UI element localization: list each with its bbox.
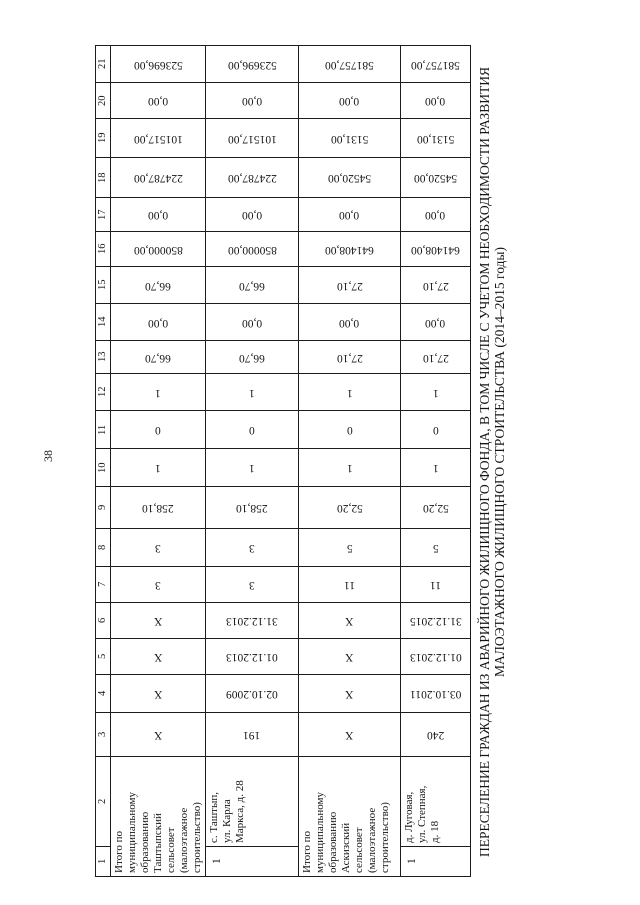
column-number-7-text: 7 — [97, 581, 108, 588]
row-4-col-21-cell — [401, 46, 471, 83]
row-3-col-5-cell-text: Х — [345, 651, 354, 663]
row-1-col-7-cell-text: 3 — [155, 579, 161, 591]
row-3-col-3-cell-text: Х — [345, 729, 354, 741]
row-4-col-18-cell — [401, 158, 471, 198]
row-3-col-14-cell — [299, 304, 401, 341]
row-4-col-20-cell — [401, 83, 471, 119]
column-number-6-text: 6 — [97, 617, 108, 624]
row-1-col-4-cell — [111, 675, 206, 713]
row-3-col-12-cell-text: 1 — [346, 386, 353, 399]
column-number-5-text: 5 — [97, 653, 108, 660]
row-1-col-8-cell-text: 3 — [155, 542, 161, 554]
row-3-col-20-cell — [299, 83, 401, 119]
row-4-col-5-cell — [401, 639, 471, 675]
row-1-col-19-cell-text: 101517,00 — [133, 132, 183, 145]
row-2-number-text: 1 — [211, 858, 223, 865]
row-3-col-13-cell-text: 27,10 — [336, 351, 363, 364]
row-1-col-18-cell — [111, 158, 206, 198]
row-2-col-3-cell-text: 191 — [243, 729, 261, 741]
row-1-col-9-cell-text: 258,10 — [142, 502, 174, 514]
column-number-5 — [96, 639, 111, 675]
row-3-col-9-cell-text: 52,20 — [336, 502, 363, 514]
column-number-16 — [96, 232, 111, 267]
column-number-20-text: 20 — [97, 95, 108, 106]
row-4-col-3-cell — [401, 713, 471, 757]
row-2-col-21-cell-text: 523696,00 — [227, 58, 277, 71]
row-4-col-16-cell-text: 641408,00 — [411, 243, 460, 256]
row-1-col-15-cell — [111, 267, 206, 304]
column-number-14-text: 14 — [97, 316, 108, 328]
row-2-col-6-cell — [206, 603, 299, 639]
row-2-col-6-cell-text: 31.12.2013 — [226, 615, 278, 627]
column-number-9-text: 9 — [97, 504, 108, 511]
row-3-col-11-cell — [299, 411, 401, 449]
column-number-9 — [96, 487, 111, 529]
row-2-col-4-cell-text: 02.10.2009 — [226, 688, 278, 700]
row-1-total-label — [111, 757, 206, 877]
row-4-col-12-cell-text: 1 — [432, 386, 439, 399]
row-2-col-20-cell-text: 0,00 — [241, 95, 263, 107]
column-number-11-text: 11 — [97, 424, 108, 435]
row-3-col-19-cell — [299, 119, 401, 158]
section-title-line-2: МАЛОЭТАЖНОГО ЖИЛИЩНОГО СТРОИТЕЛЬСТВА (2014–2015 годы) — [492, 247, 507, 678]
row-3-col-18-cell — [299, 158, 401, 198]
column-number-1 — [96, 847, 111, 877]
column-number-4 — [96, 675, 111, 713]
row-4-col-16-cell — [401, 232, 471, 267]
row-3-col-15-cell-text: 27,10 — [336, 279, 363, 292]
row-4-col-10-cell-text: 1 — [432, 462, 439, 474]
row-2-address-text: с. Таштып, ул. Карла Маркса, д. 28 — [208, 780, 246, 843]
column-number-8-text: 8 — [97, 544, 108, 551]
row-4-number-text: 1 — [406, 858, 418, 865]
row-1-col-12-cell — [111, 374, 206, 411]
column-number-12-text: 12 — [97, 386, 108, 398]
column-number-8 — [96, 529, 111, 567]
row-1-col-9-cell — [111, 487, 206, 529]
row-2-col-16-cell — [206, 232, 299, 267]
row-2-col-7-cell — [206, 567, 299, 603]
section-title — [477, 40, 509, 885]
row-3-col-4-cell — [299, 675, 401, 713]
row-3-col-7-cell — [299, 567, 401, 603]
row-4-col-17-cell — [401, 198, 471, 232]
row-4-col-13-cell-text: 27,10 — [422, 351, 449, 364]
row-2-address — [206, 757, 299, 847]
row-1-col-10-cell — [111, 449, 206, 487]
column-number-10 — [96, 449, 111, 487]
row-3-col-17-cell — [299, 198, 401, 232]
column-number-6 — [96, 603, 111, 639]
row-4-col-9-cell-text: 52,20 — [422, 502, 449, 514]
row-1-col-17-cell — [111, 198, 206, 232]
row-2-col-15-cell-text: 66,70 — [239, 279, 265, 292]
row-4-address-text: д. Луговая, ул. Степная, д. 18 — [403, 785, 441, 843]
row-1-col-11-cell — [111, 411, 206, 449]
row-1-col-13-cell — [111, 341, 206, 374]
column-number-14 — [96, 304, 111, 341]
row-2-col-12-cell — [206, 374, 299, 411]
row-2-col-5-cell — [206, 639, 299, 675]
column-number-3 — [96, 713, 111, 757]
row-1-col-7-cell — [111, 567, 206, 603]
row-3-col-3-cell — [299, 713, 401, 757]
row-4-col-8-cell — [401, 529, 471, 567]
row-1-col-3-cell — [111, 713, 206, 757]
row-2-col-5-cell-text: 01.12.2013 — [226, 651, 278, 663]
row-4-col-11-cell-text: 0 — [432, 424, 439, 436]
row-3-col-11-cell-text: 0 — [346, 424, 353, 436]
row-2-col-18-cell — [206, 158, 299, 198]
row-1-col-10-cell-text: 1 — [155, 462, 161, 474]
row-4-col-6-cell — [401, 603, 471, 639]
row-2-col-9-cell-text: 258,10 — [236, 502, 268, 514]
row-3-col-17-cell-text: 0,00 — [339, 209, 360, 221]
row-4-col-7-cell — [401, 567, 471, 603]
column-number-16-text: 16 — [97, 243, 108, 255]
row-3-col-19-cell-text: 5131,00 — [330, 132, 369, 145]
column-number-1-text: 1 — [97, 858, 108, 865]
row-1-col-6-cell-text: Х — [153, 615, 163, 627]
row-3-total-label — [299, 757, 401, 877]
row-3-col-7-cell-text: 11 — [343, 579, 356, 591]
row-3-col-20-cell-text: 0,00 — [339, 95, 360, 107]
row-3-col-5-cell — [299, 639, 401, 675]
column-number-20 — [96, 83, 111, 119]
row-2-col-13-cell-text: 66,70 — [239, 351, 265, 364]
row-2-col-8-cell — [206, 529, 299, 567]
page-number: 38 — [41, 450, 55, 462]
row-3-col-15-cell — [299, 267, 401, 304]
row-4-col-10-cell — [401, 449, 471, 487]
column-number-13 — [96, 341, 111, 374]
column-number-21-text: 21 — [97, 58, 108, 70]
row-4-col-19-cell-text: 5131,00 — [416, 132, 455, 145]
column-number-7 — [96, 567, 111, 603]
row-1-col-5-cell — [111, 639, 206, 675]
row-2-col-8-cell-text: 3 — [249, 542, 255, 554]
column-number-2 — [96, 757, 111, 847]
row-4-col-4-cell-text: 03.10.2011 — [409, 688, 462, 700]
row-1-col-13-cell-text: 66,70 — [145, 351, 171, 364]
row-2-col-17-cell-text: 0,00 — [241, 209, 263, 221]
row-3-col-13-cell — [299, 341, 401, 374]
row-4-col-8-cell-text: 5 — [432, 542, 439, 554]
row-2-col-10-cell — [206, 449, 299, 487]
row-1-col-12-cell-text: 1 — [155, 386, 161, 399]
row-2-col-19-cell-text: 101517,00 — [227, 132, 277, 145]
row-1-col-21-cell-text: 523696,00 — [133, 58, 183, 71]
row-1-total-label-text: Итого по муниципальному образованию Таштыпский сельсовет (малоэтажное строительство) — [113, 791, 203, 873]
row-1-col-11-cell-text: 0 — [155, 424, 161, 436]
row-2-col-11-cell-text: 0 — [249, 424, 255, 436]
row-2-number — [206, 847, 299, 877]
column-number-18 — [96, 158, 111, 198]
row-3-col-10-cell-text: 1 — [346, 462, 353, 474]
row-3-col-8-cell-text: 5 — [346, 542, 353, 554]
row-4-col-17-cell-text: 0,00 — [425, 209, 446, 221]
row-2-col-17-cell — [206, 198, 299, 232]
column-number-17-text: 17 — [97, 209, 108, 220]
row-4-col-4-cell — [401, 675, 471, 713]
row-4-col-3-cell-text: 240 — [426, 729, 445, 741]
row-4-col-14-cell — [401, 304, 471, 341]
row-4-col-12-cell — [401, 374, 471, 411]
row-1-col-14-cell — [111, 304, 206, 341]
row-3-col-4-cell-text: Х — [345, 688, 354, 700]
row-3-col-16-cell — [299, 232, 401, 267]
row-4-col-14-cell-text: 0,00 — [425, 316, 446, 329]
row-1-col-17-cell-text: 0,00 — [147, 209, 169, 221]
row-4-col-5-cell-text: 01.12.2013 — [409, 651, 462, 663]
row-1-col-19-cell — [111, 119, 206, 158]
row-3-col-21-cell-text: 581757,00 — [325, 58, 374, 71]
row-2-col-15-cell — [206, 267, 299, 304]
section-title-line-1: ПЕРЕСЕЛЕНИЕ ГРАЖДАН ИЗ АВАРИЙНОГО ЖИЛИЩНОГО ФОНДА, В ТОМ ЧИСЛЕ С УЧЕТОМ НЕОБХОДИМОСТИ РАЗВИТИЯ — [477, 67, 492, 858]
row-4-col-21-cell-text: 581757,00 — [411, 58, 460, 71]
row-4-col-11-cell — [401, 411, 471, 449]
row-2-col-16-cell-text: 850000,00 — [227, 243, 277, 256]
row-1-col-16-cell — [111, 232, 206, 267]
row-2-col-11-cell — [206, 411, 299, 449]
row-3-col-14-cell-text: 0,00 — [339, 316, 360, 329]
row-4-col-13-cell — [401, 341, 471, 374]
row-3-col-10-cell — [299, 449, 401, 487]
row-3-col-18-cell-text: 54520,00 — [327, 172, 372, 184]
row-4-col-7-cell-text: 11 — [429, 579, 442, 591]
row-1-col-20-cell-text: 0,00 — [147, 95, 169, 107]
row-1-col-8-cell — [111, 529, 206, 567]
column-number-21 — [96, 46, 111, 83]
data-table — [95, 45, 471, 877]
row-3-col-16-cell-text: 641408,00 — [325, 243, 374, 256]
row-1-col-21-cell — [111, 46, 206, 83]
row-1-col-3-cell-text: Х — [153, 729, 163, 741]
column-number-11 — [96, 411, 111, 449]
column-number-18-text: 18 — [97, 172, 108, 183]
row-1-col-6-cell — [111, 603, 206, 639]
row-2-col-4-cell — [206, 675, 299, 713]
column-number-12 — [96, 374, 111, 411]
row-1-col-14-cell-text: 0,00 — [147, 316, 169, 329]
row-4-address — [401, 757, 471, 847]
row-1-col-18-cell-text: 224787,00 — [133, 172, 183, 184]
column-number-15-text: 15 — [97, 279, 108, 291]
row-2-col-18-cell-text: 224787,00 — [227, 172, 277, 184]
row-3-col-8-cell — [299, 529, 401, 567]
row-3-col-6-cell — [299, 603, 401, 639]
row-2-col-21-cell — [206, 46, 299, 83]
row-2-col-14-cell-text: 0,00 — [241, 316, 263, 329]
row-4-number — [401, 847, 471, 877]
row-2-col-7-cell-text: 3 — [249, 579, 255, 591]
row-4-col-19-cell — [401, 119, 471, 158]
row-4-col-15-cell-text: 27,10 — [422, 279, 449, 292]
column-number-3-text: 3 — [97, 731, 108, 738]
row-4-col-6-cell-text: 31.12.2015 — [409, 615, 462, 627]
row-2-col-3-cell — [206, 713, 299, 757]
row-4-col-18-cell-text: 54520,00 — [413, 172, 458, 184]
row-1-col-16-cell-text: 850000,00 — [133, 243, 183, 256]
column-number-17 — [96, 198, 111, 232]
row-2-col-10-cell-text: 1 — [249, 462, 255, 474]
row-3-total-label-text: Итого по муниципальному образованию Аскизский сельсовет (малоэтажное строительство) — [301, 791, 391, 873]
column-number-13-text: 13 — [97, 351, 108, 363]
row-2-col-12-cell-text: 1 — [249, 386, 255, 399]
row-2-col-9-cell — [206, 487, 299, 529]
column-number-19 — [96, 119, 111, 158]
row-2-col-14-cell — [206, 304, 299, 341]
row-1-col-15-cell-text: 66,70 — [145, 279, 171, 292]
row-2-col-13-cell — [206, 341, 299, 374]
column-number-4-text: 4 — [97, 690, 108, 697]
row-4-col-9-cell — [401, 487, 471, 529]
row-3-col-21-cell — [299, 46, 401, 83]
row-3-col-6-cell-text: Х — [345, 615, 354, 627]
row-3-col-12-cell — [299, 374, 401, 411]
column-number-10-text: 10 — [97, 462, 108, 473]
row-3-col-9-cell — [299, 487, 401, 529]
row-1-col-4-cell-text: Х — [153, 688, 163, 700]
row-2-col-20-cell — [206, 83, 299, 119]
column-number-19-text: 19 — [97, 132, 108, 144]
row-1-col-20-cell — [111, 83, 206, 119]
column-number-15 — [96, 267, 111, 304]
row-1-col-5-cell-text: Х — [153, 651, 163, 663]
column-number-2-text: 2 — [97, 798, 108, 805]
row-2-col-19-cell — [206, 119, 299, 158]
row-4-col-20-cell-text: 0,00 — [425, 95, 446, 107]
row-4-col-15-cell — [401, 267, 471, 304]
